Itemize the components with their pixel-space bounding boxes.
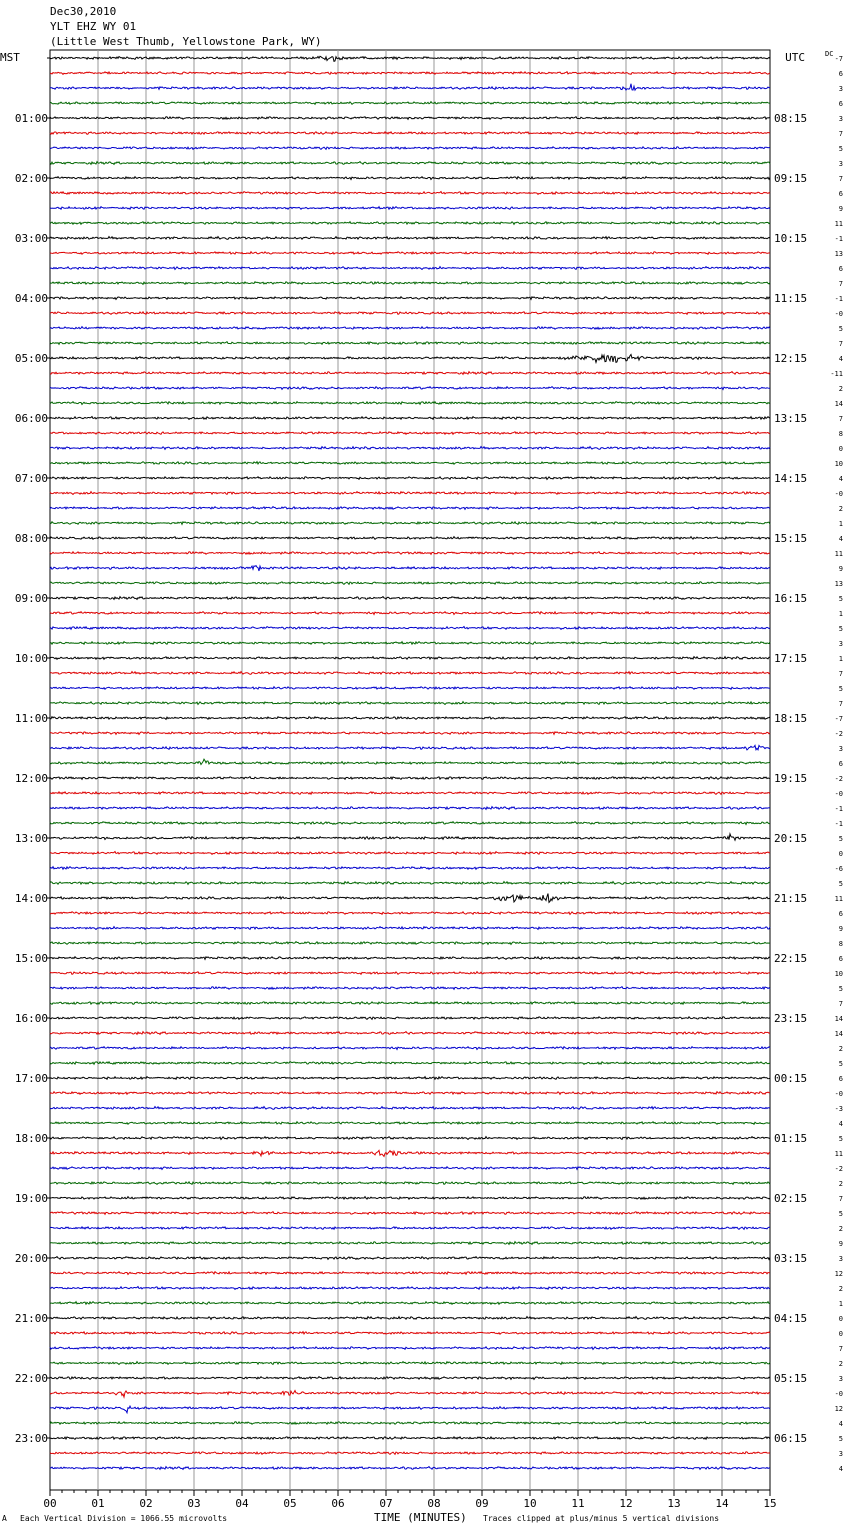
left-hour-label-23: 23:00 [14,1432,48,1445]
trace-63 [50,1002,770,1005]
trace-80 [50,1257,770,1260]
right-hour-label-23: 06:15 [774,1432,808,1445]
dc-offset-91: 4 [838,1420,843,1428]
dc-offset-53: 0 [838,850,843,858]
plot-date: Dec30,2010 [50,5,117,18]
x-tick-label-07: 07 [379,1497,393,1510]
dc-offset-90: 12 [834,1405,843,1413]
right-hour-label-11: 18:15 [774,712,808,725]
trace-36 [50,597,770,600]
trace-28 [50,477,770,480]
left-hour-label-2: 02:00 [14,172,48,185]
dc-offset-50: -1 [834,805,843,813]
dc-offset-64: 14 [834,1015,843,1023]
left-hour-label-5: 05:00 [14,352,48,365]
dc-offset-19: 7 [838,340,843,348]
trace-77 [50,1212,770,1215]
right-hour-label-12: 19:15 [774,772,808,785]
dc-offset-4: 3 [838,115,843,123]
trace-35 [50,582,770,585]
x-tick-label-14: 14 [715,1497,729,1510]
station-code: YLT EHZ WY 01 [50,20,137,33]
trace-72 [50,1137,770,1140]
dc-offset-32: 4 [838,535,843,543]
dc-offset-65: 14 [834,1030,843,1038]
dc-offset-11: 11 [834,220,843,228]
dc-offset-45: -2 [834,730,843,738]
left-hour-label-7: 07:00 [14,472,48,485]
right-hour-label-6: 13:15 [774,412,808,425]
trace-74 [50,1167,770,1170]
trace-1 [50,72,770,75]
dc-offset-82: 2 [838,1285,843,1293]
x-tick-label-13: 13 [667,1497,681,1510]
right-hour-label-17: 00:15 [774,1072,808,1085]
dc-offset-8: 7 [838,175,843,183]
trace-41 [50,672,770,675]
trace-49 [50,792,770,795]
trace-7 [50,162,770,165]
dc-offset-81: 12 [834,1270,843,1278]
dc-offset-33: 11 [834,550,843,558]
dc-offset-85: 0 [838,1330,843,1338]
trace-30 [50,507,770,510]
right-hour-label-2: 09:15 [774,172,808,185]
dc-offset-43: 7 [838,700,843,708]
x-tick-label-03: 03 [187,1497,201,1510]
right-hour-label-13: 20:15 [774,832,808,845]
dc-offset-25: 8 [838,430,843,438]
dc-offset-6: 5 [838,145,843,153]
trace-68 [50,1077,770,1080]
trace-24 [50,417,770,420]
trace-21 [50,372,770,375]
dc-offset-54: -6 [834,865,843,873]
trace-55 [50,882,770,885]
dc-offset-40: 1 [838,655,843,663]
trace-40 [50,657,770,660]
trace-81 [50,1272,770,1275]
left-hour-label-11: 11:00 [14,712,48,725]
x-tick-label-05: 05 [283,1497,297,1510]
dc-offset-63: 7 [838,1000,843,1008]
dc-offset-83: 1 [838,1300,843,1308]
trace-34 [50,566,770,571]
left-hour-label-18: 18:00 [14,1132,48,1145]
trace-47 [50,759,770,764]
dc-offset-37: 1 [838,610,843,618]
dc-offset-66: 2 [838,1045,843,1053]
left-hour-label-10: 10:00 [14,652,48,665]
trace-46 [50,745,770,749]
trace-83 [50,1302,770,1305]
dc-offset-74: -2 [834,1165,843,1173]
trace-93 [50,1452,770,1455]
x-tick-label-10: 10 [523,1497,537,1510]
trace-70 [50,1107,770,1110]
dc-offset-73: 11 [834,1150,843,1158]
dc-offset-29: -0 [834,490,843,498]
dc-offset-56: 11 [834,895,843,903]
dc-offset-92: 5 [838,1435,843,1443]
left-hour-label-21: 21:00 [14,1312,48,1325]
trace-56 [50,894,770,903]
dc-offset-72: 5 [838,1135,843,1143]
right-hour-label-7: 14:15 [774,472,808,485]
x-tick-label-06: 06 [331,1497,345,1510]
trace-85 [50,1332,770,1335]
trace-69 [50,1092,770,1095]
trace-5 [50,132,770,135]
trace-57 [50,912,770,915]
dc-offset-23: 14 [834,400,843,408]
dc-offset-14: 6 [838,265,843,273]
dc-offset-39: 3 [838,640,843,648]
dc-offset-27: 10 [834,460,843,468]
trace-10 [50,207,770,210]
trace-59 [50,942,770,945]
left-hour-label-17: 17:00 [14,1072,48,1085]
right-hour-label-1: 08:15 [774,112,808,125]
trace-0 [50,56,770,61]
dc-offset-58: 9 [838,925,843,933]
x-axis-label: TIME (MINUTES) [374,1511,467,1524]
dc-offset-89: -0 [834,1390,843,1398]
trace-38 [50,627,770,630]
trace-54 [50,867,770,870]
dc-offset-header: DC [825,50,834,58]
dc-offset-28: 4 [838,475,843,483]
trace-82 [50,1287,770,1290]
trace-78 [50,1227,770,1230]
trace-13 [50,252,770,255]
left-timezone-label: MST [0,51,20,64]
trace-42 [50,687,770,690]
dc-offset-55: 5 [838,880,843,888]
right-hour-label-4: 11:15 [774,292,808,305]
left-hour-label-15: 15:00 [14,952,48,965]
trace-11 [50,222,770,225]
dc-offset-75: 2 [838,1180,843,1188]
trace-58 [50,927,770,930]
left-hour-label-22: 22:00 [14,1372,48,1385]
dc-offset-69: -0 [834,1090,843,1098]
trace-44 [50,717,770,720]
trace-37 [50,612,770,615]
x-tick-label-02: 02 [139,1497,153,1510]
left-hour-label-14: 14:00 [14,892,48,905]
dc-offset-10: 9 [838,205,843,213]
left-hour-label-13: 13:00 [14,832,48,845]
dc-offset-60: 6 [838,955,843,963]
trace-71 [50,1122,770,1125]
dc-offset-79: 9 [838,1240,843,1248]
left-hour-label-12: 12:00 [14,772,48,785]
x-tick-label-01: 01 [91,1497,105,1510]
trace-91 [50,1422,770,1425]
trace-88 [50,1377,770,1380]
trace-31 [50,522,770,525]
scale-note: Each Vertical Division = 1066.55 microvolts [20,1514,228,1523]
dc-offset-46: 3 [838,745,843,753]
trace-26 [50,447,770,450]
right-hour-label-22: 05:15 [774,1372,808,1385]
trace-92 [50,1437,770,1440]
dc-offset-13: 13 [834,250,843,258]
trace-4 [50,117,770,120]
dc-offset-41: 7 [838,670,843,678]
trace-43 [50,702,770,705]
left-hour-label-16: 16:00 [14,1012,48,1025]
dc-offset-30: 2 [838,505,843,513]
clip-note: Traces clipped at plus/minus 5 vertical divisions [483,1514,720,1523]
dc-offset-47: 6 [838,760,843,768]
dc-offset-48: -2 [834,775,843,783]
trace-65 [50,1032,770,1035]
dc-offset-77: 5 [838,1210,843,1218]
dc-offset-12: -1 [834,235,843,243]
trace-94 [50,1467,770,1470]
trace-84 [50,1317,770,1320]
trace-39 [50,642,770,645]
corner-mark: A [2,1514,7,1523]
trace-15 [50,282,770,285]
dc-offset-16: -1 [834,295,843,303]
dc-offset-57: 6 [838,910,843,918]
trace-16 [50,297,770,300]
dc-offset-71: 4 [838,1120,843,1128]
left-hour-label-8: 08:00 [14,532,48,545]
dc-offset-2: 3 [838,85,843,93]
dc-offset-22: 2 [838,385,843,393]
dc-offset-20: 4 [838,355,843,363]
dc-offset-70: -3 [834,1105,843,1113]
trace-75 [50,1182,770,1185]
left-hour-label-19: 19:00 [14,1192,48,1205]
trace-67 [50,1062,770,1065]
trace-2 [50,84,770,90]
dc-offset-52: 5 [838,835,843,843]
dc-offset-31: 1 [838,520,843,528]
dc-offset-84: 0 [838,1315,843,1323]
dc-offset-67: 5 [838,1060,843,1068]
right-hour-label-16: 23:15 [774,1012,808,1025]
dc-offset-88: 3 [838,1375,843,1383]
trace-87 [50,1362,770,1365]
dc-offset-36: 5 [838,595,843,603]
trace-23 [50,402,770,405]
right-timezone-label: UTC [785,51,805,64]
left-hour-label-6: 06:00 [14,412,48,425]
trace-9 [50,192,770,195]
trace-29 [50,492,770,495]
right-hour-label-9: 16:15 [774,592,808,605]
dc-offset-34: 9 [838,565,843,573]
x-tick-label-08: 08 [427,1497,441,1510]
dc-offset-59: 8 [838,940,843,948]
right-hour-label-8: 15:15 [774,532,808,545]
trace-33 [50,552,770,555]
x-tick-label-09: 09 [475,1497,489,1510]
trace-27 [50,462,770,465]
dc-offset-68: 6 [838,1075,843,1083]
trace-53 [50,852,770,855]
dc-offset-35: 13 [834,580,843,588]
trace-3 [50,102,770,105]
dc-offset-21: -11 [830,370,843,378]
dc-offset-80: 3 [838,1255,843,1263]
dc-offset-1: 6 [838,70,843,78]
trace-90 [50,1406,770,1413]
trace-66 [50,1047,770,1050]
dc-offset-5: 7 [838,130,843,138]
right-hour-label-10: 17:15 [774,652,808,665]
dc-offset-38: 5 [838,625,843,633]
right-hour-label-19: 02:15 [774,1192,808,1205]
right-hour-label-14: 21:15 [774,892,808,905]
dc-offset-42: 5 [838,685,843,693]
dc-offset-49: -0 [834,790,843,798]
trace-48 [50,777,770,780]
trace-89 [50,1391,770,1398]
right-hour-label-3: 10:15 [774,232,808,245]
x-tick-label-11: 11 [571,1497,585,1510]
x-tick-label-15: 15 [763,1497,777,1510]
dc-offset-9: 6 [838,190,843,198]
trace-62 [50,987,770,990]
right-hour-label-20: 03:15 [774,1252,808,1265]
dc-offset-7: 3 [838,160,843,168]
dc-offset-87: 2 [838,1360,843,1368]
trace-19 [50,342,770,345]
dc-offset-17: -0 [834,310,843,318]
left-hour-label-3: 03:00 [14,232,48,245]
trace-20 [50,355,770,363]
trace-73 [50,1150,770,1156]
trace-76 [50,1197,770,1200]
trace-60 [50,957,770,960]
dc-offset-24: 7 [838,415,843,423]
right-hour-label-15: 22:15 [774,952,808,965]
trace-17 [50,312,770,315]
dc-offset-76: 7 [838,1195,843,1203]
dc-offset-78: 2 [838,1225,843,1233]
left-hour-label-9: 09:00 [14,592,48,605]
dc-offset-61: 10 [834,970,843,978]
dc-offset-0: -7 [834,55,843,63]
trace-25 [50,432,770,435]
trace-51 [50,822,770,825]
trace-22 [50,387,770,390]
x-tick-label-12: 12 [619,1497,633,1510]
trace-86 [50,1347,770,1350]
left-hour-label-1: 01:00 [14,112,48,125]
right-hour-label-18: 01:15 [774,1132,808,1145]
dc-offset-93: 3 [838,1450,843,1458]
dc-offset-51: -1 [834,820,843,828]
trace-18 [50,327,770,330]
left-hour-label-4: 04:00 [14,292,48,305]
trace-32 [50,537,770,540]
right-hour-label-5: 12:15 [774,352,808,365]
plot-frame [50,50,770,1490]
right-hour-label-21: 04:15 [774,1312,808,1325]
trace-12 [50,237,770,240]
dc-offset-62: 5 [838,985,843,993]
trace-50 [50,807,770,810]
trace-61 [50,972,770,975]
trace-79 [50,1242,770,1245]
trace-64 [50,1017,770,1020]
dc-offset-3: 6 [838,100,843,108]
dc-offset-44: -7 [834,715,843,723]
station-location: (Little West Thumb, Yellowstone Park, WY) [50,35,322,48]
trace-52 [50,834,770,840]
dc-offset-15: 7 [838,280,843,288]
trace-14 [50,267,770,270]
left-hour-label-20: 20:00 [14,1252,48,1265]
dc-offset-26: 0 [838,445,843,453]
dc-offset-94: 4 [838,1465,843,1473]
dc-offset-18: 5 [838,325,843,333]
x-tick-label-04: 04 [235,1497,249,1510]
dc-offset-86: 7 [838,1345,843,1353]
trace-45 [50,732,770,735]
x-tick-label-00: 00 [43,1497,57,1510]
trace-6 [50,147,770,150]
trace-8 [50,177,770,180]
